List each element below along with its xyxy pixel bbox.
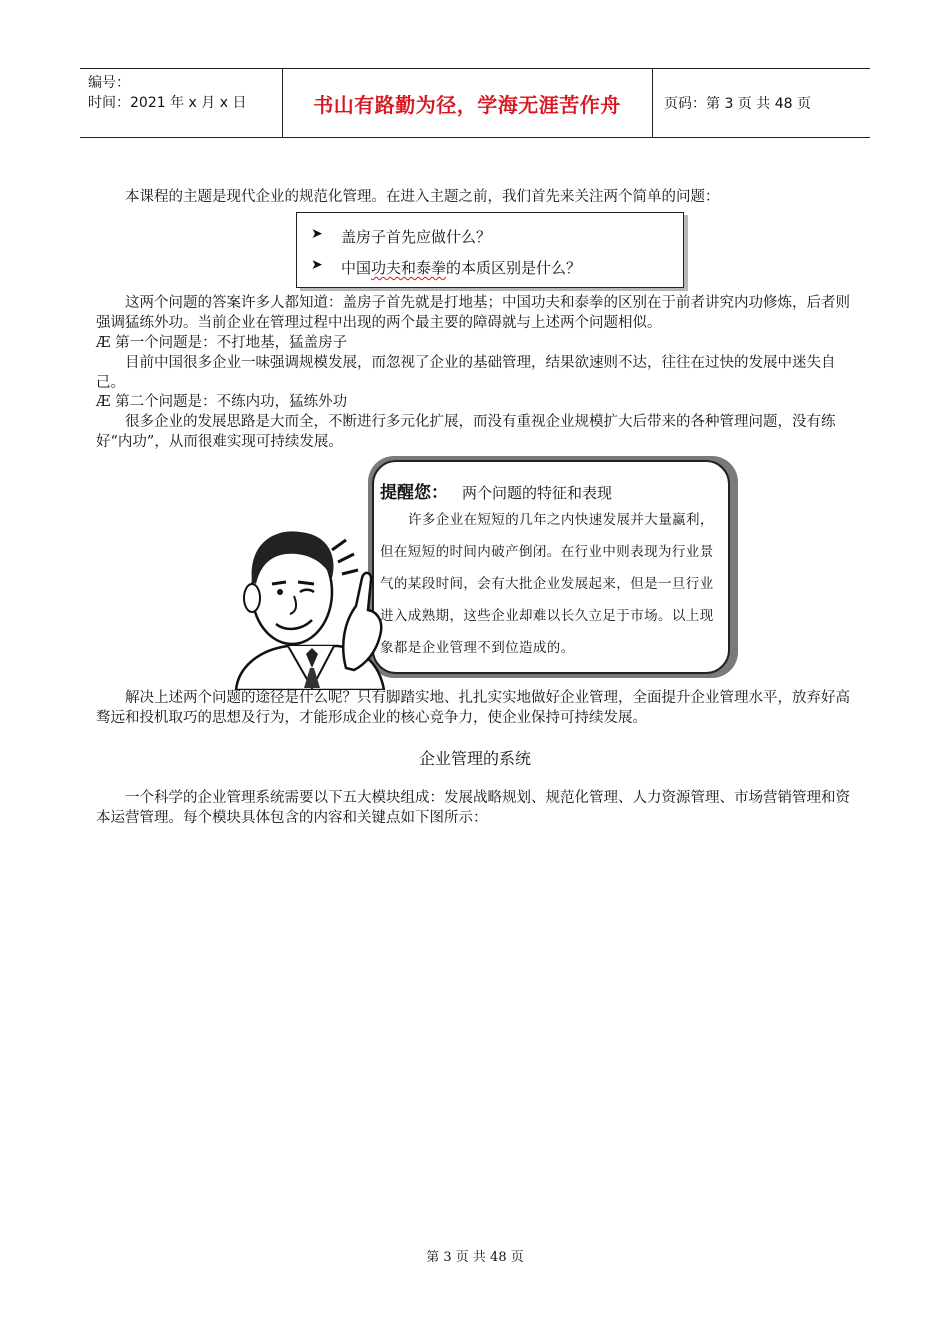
first-problem-description: 目前中国很多企业一味强调规模发展，而忽视了企业的基础管理，结果欲速则不达，往往在过快的发展中迷失自己。 [96, 355, 836, 391]
arrow-bullet-icon: ➤ [311, 226, 323, 242]
header-page-info: 页码：第 3 页 共 48 页 [664, 96, 811, 112]
answer-paragraph: 这两个问题的答案许多人都知道：盖房子首先就是打地基；中国功夫和泰拳的区别在于前者讲究内功修炼，后者则强调猛练外功。当前企业在管理过程中出现的两个最主要的障碍就与上述两个问题相似。 [96, 295, 850, 331]
question-text-prefix: 中国 [341, 259, 372, 277]
question-text-suffix: 的本质区别是什么？ [446, 259, 582, 277]
header-motto: 书山有路勤为径，学海无涯苦作舟 [313, 92, 621, 117]
header-divider [652, 69, 653, 137]
document-time: 时间：2021 年 x 月 x 日 [88, 95, 247, 111]
question-item [311, 257, 582, 278]
document-number-label: 编号： [88, 75, 130, 91]
tip-label: 提醒您： [380, 483, 448, 503]
tip-title [380, 478, 612, 503]
question-item [311, 226, 492, 247]
second-problem-description: 很多企业的发展思路是大而全，不断进行多元化扩展，而没有重视企业规模扩大后带来的各种管理问题，没有练好“内功”，从而很难实现可持续发展。 [96, 414, 836, 450]
system-paragraph: 一个科学的企业管理系统需要以下五大模块组成：发展战略规划、规范化管理、人力资源管理、市场营销管理和资本运营管理。每个模块具体包含的内容和关键点如下图所示： [96, 790, 850, 826]
solution-paragraph: 解决上述两个问题的途径是什么呢？只有脚踏实地、扎扎实实地做好企业管理，全面提升企业管理水平，放弃好高骛远和投机取巧的思想及行为，才能形成企业的核心竞争力，使企业保持可持续发展。 [96, 690, 850, 726]
spellcheck-underlined-text: 功夫和泰拳 [371, 259, 447, 277]
cartoon-businessman-illustration [228, 518, 398, 690]
intro-paragraph: 本课程的主题是现代企业的规范化管理。在进入主题之前，我们首先来关注两个简单的问题： [125, 189, 720, 205]
tip-heading: 两个问题的特征和表现 [462, 484, 613, 502]
section-title: 企业管理的系统 [418, 749, 531, 768]
arrow-bullet-icon: ➤ [311, 257, 323, 273]
header-left [88, 73, 246, 113]
tip-body: 许多企业在短短的几年之内快速发展并大量赢利，但在短短的时间内破产倒闭。在行业中则表现为行业景气的某段时间，会有大批企业发展起来，但是一旦行业进入成熟期，这些企业却难以长久立足于市场。以上现象都是企业管理不到位造成的。 [380, 512, 714, 656]
questions-box [296, 212, 684, 288]
first-problem-heading: Æ 第一个问题是：不打地基，猛盖房子 [96, 335, 348, 351]
second-problem-heading: Æ 第二个问题是：不练内功，猛练外功 [96, 394, 348, 410]
page-footer: 第 3 页 共 48 页 [426, 1250, 524, 1265]
question-text: 盖房子首先应做什么？ [341, 228, 492, 246]
page-header [80, 68, 870, 138]
